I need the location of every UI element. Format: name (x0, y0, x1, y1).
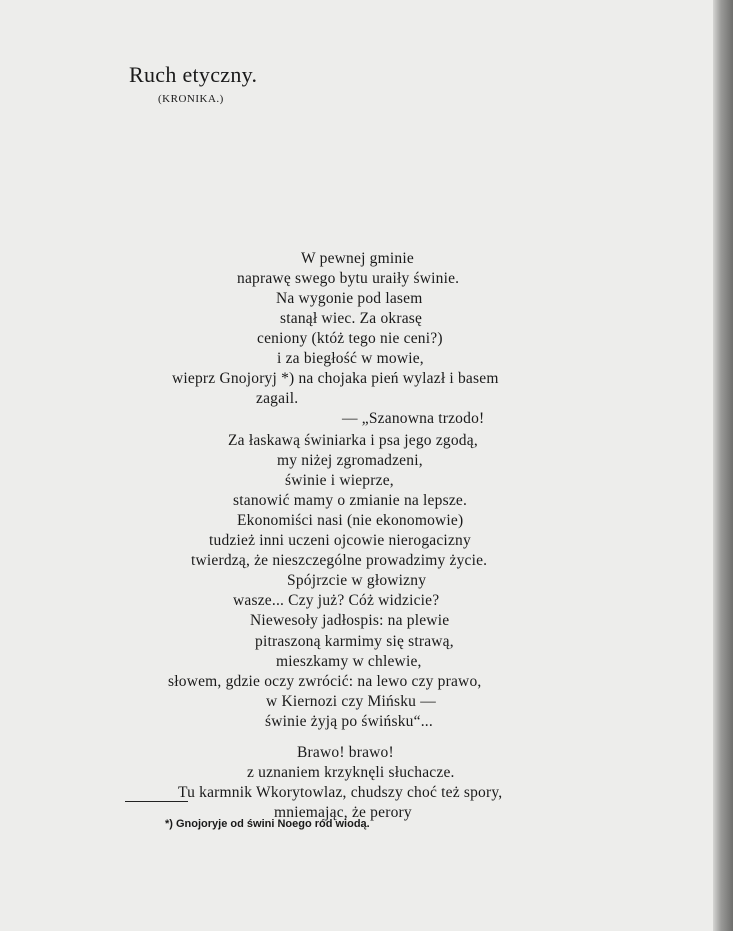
poem-line: mieszkamy w chlewie, (276, 653, 422, 670)
poem-line: z uznaniem krzyknęli słuchacze. (247, 764, 455, 781)
adjacent-page-edge (713, 0, 733, 931)
poem-line: w Kiernozi czy Mińsku — (266, 693, 436, 710)
poem-line: stanął wiec. Za okrasę (280, 310, 423, 327)
poem-line: słowem, gdzie oczy zwrócić: na lewo czy prawo, (168, 673, 482, 690)
poem-line: wasze... Czy już? Cóż widzicie? (233, 592, 440, 609)
poem-line: ceniony (któż tego nie ceni?) (257, 330, 443, 347)
poem-line: W pewnej gminie (301, 250, 414, 267)
poem-line: twierdzą, że nieszczególne prowadzimy życie. (191, 552, 488, 569)
poem-line: Ekonomiści nasi (nie ekonomowie) (237, 512, 464, 529)
poem-line: zagail. (256, 390, 299, 407)
poem-line: pitraszoną karmimy się strawą, (255, 633, 454, 650)
poem-line: Tu karmnik Wkorytowlaz, chudszy choć też spory, (178, 784, 503, 801)
poem-line: wieprz Gnojoryj *) na chojaka pień wylazł i basem (172, 370, 499, 387)
footnote-rule (125, 801, 188, 802)
article-subtitle: (KRONIKA.) (158, 93, 224, 105)
article-title: Ruch etyczny. (129, 62, 258, 87)
poem-line: świnie żyją po świńsku“... (265, 713, 433, 730)
poem-line: stanowić mamy o zmianie na lepsze. (233, 492, 468, 509)
poem-line: my niżej zgromadzeni, (277, 452, 423, 469)
poem-line: Brawo! brawo! (297, 744, 394, 761)
poem-line: Za łaskawą świniarka i psa jego zgodą, (228, 432, 478, 449)
poem-line: Na wygonie pod lasem (276, 290, 423, 307)
poem-line: Spójrzcie w głowizny (287, 572, 427, 589)
poem-line: naprawę swego bytu uraiły świnie. (237, 270, 460, 287)
poem-line: świnie i wieprze, (285, 472, 394, 489)
poem-line: — „Szanowna trzodo! (342, 410, 485, 427)
poem-line: tudzież inni uczeni ojcowie nierogacizny (209, 532, 471, 549)
poem-line: mniemając, że perory (274, 804, 412, 821)
poem-line: i za biegłość w mowie, (277, 350, 424, 367)
poem-line: Niewesoły jadłospis: na plewie (250, 612, 450, 629)
footnote: *) Gnojoryje od świni Noego ród wiodą. (165, 818, 370, 830)
